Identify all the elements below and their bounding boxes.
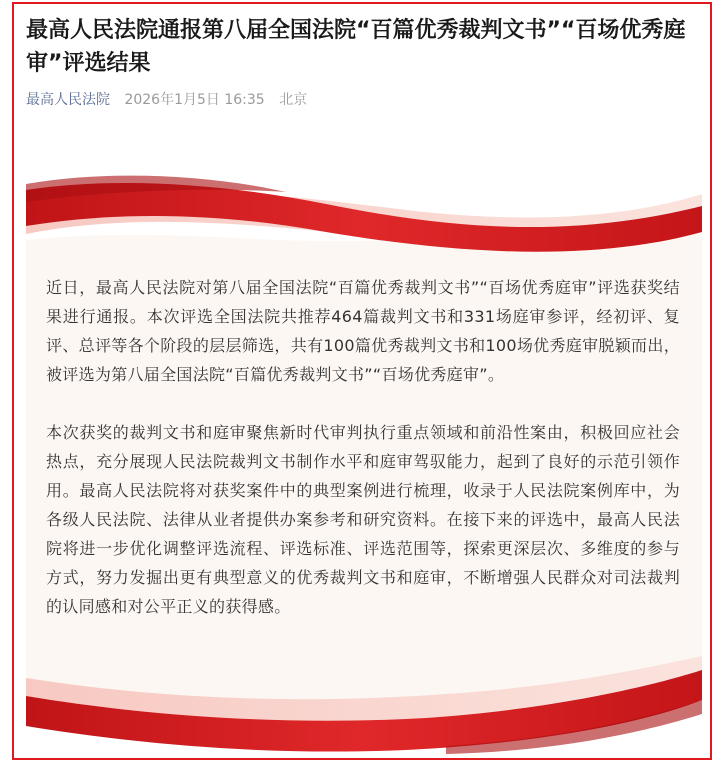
article-banner-image (26, 148, 702, 756)
article-frame (12, 2, 712, 760)
article-title: 最高人民法院通报第八届全国法院“百篇优秀裁判文书”“百场优秀庭审”评选结果 (26, 18, 686, 76)
publish-location: 北京 (279, 92, 308, 108)
article-paragraph: 近日，最高人民法院对第八届全国法院“百篇优秀裁判文书”“百场优秀庭审”评选获奖结果进行通报。本次评选全国法院共推荐464篇裁判文书和331场庭审参评，经初评、复评、总评等各个阶段的层层筛选，共有100篇优秀裁判文书和100场优秀庭审脱颖而出，被评选为第八届全国法院“百篇优秀裁判文书”“百场优秀庭审”。 (46, 278, 680, 384)
source-account-link[interactable]: 最高人民法院 (26, 92, 110, 108)
publish-time: 2026年1月5日 16:35 (124, 92, 265, 108)
article-meta (26, 90, 307, 110)
article-paragraph: 本次获奖的裁判文书和庭审聚焦新时代审判执行重点领域和前沿性案由，积极回应社会热点，充分展现人民法院裁判文书制作水平和庭审驾驭能力，起到了良好的示范引领作用。最高人民法院将对获奖案件中的典型案例进行梳理，收录于人民法院案例库中，为各级人民法院、法律从业者提供办案参考和研究资料。在接下来的评选中，最高人民法院将进一步优化调整评选流程、评选标准、评选范围等，探索更深层次、多维度的参与方式，努力发掘出更有典型意义的优秀裁判文书和庭审，不断增强人民群众对司法裁判的认同感和对公平正义的获得感。 (46, 423, 680, 616)
article-body (46, 273, 680, 650)
